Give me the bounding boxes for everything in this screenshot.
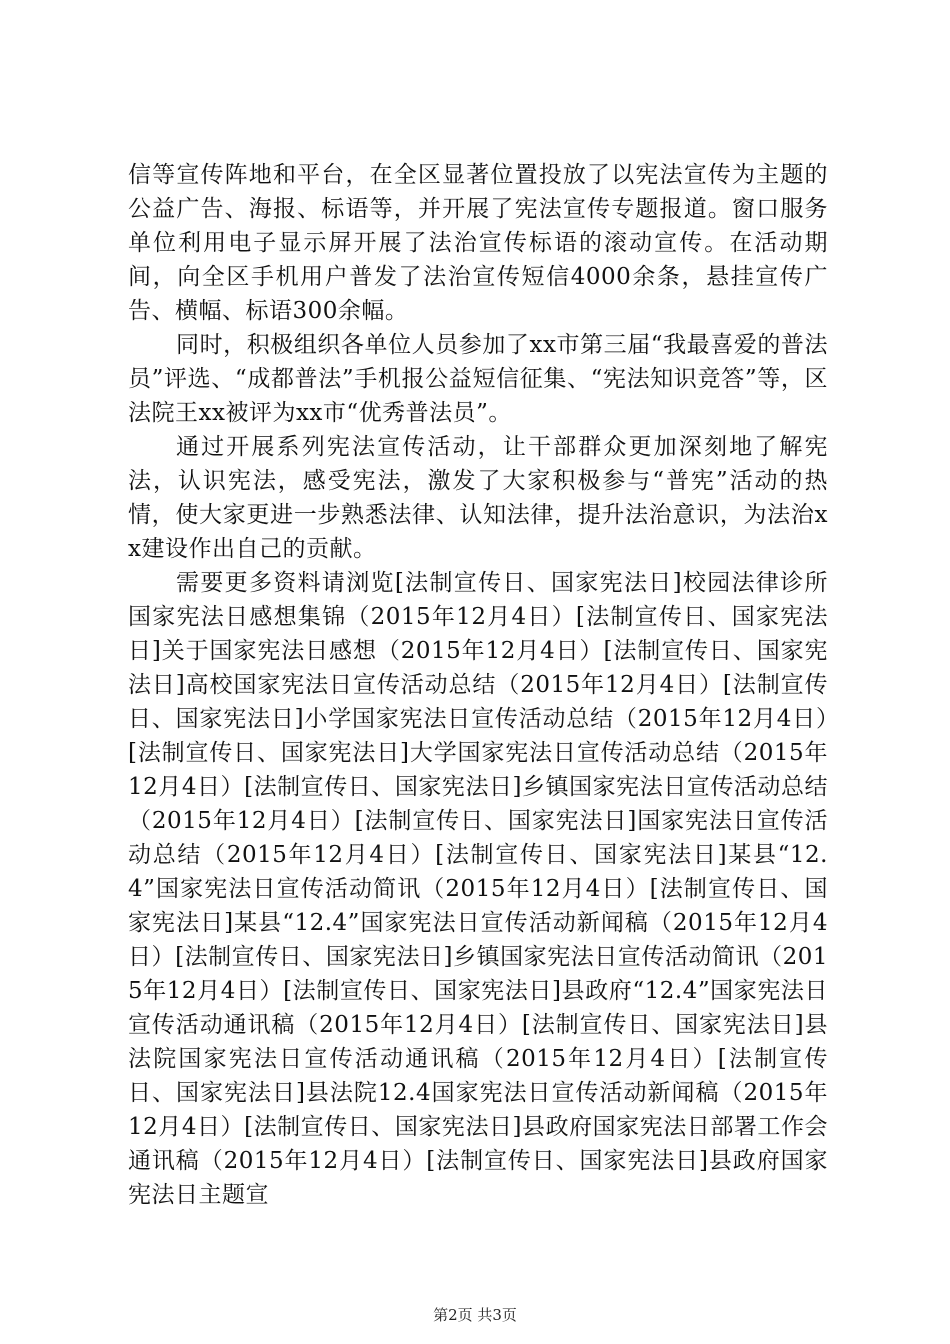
page-number-footer: 第2页 共3页: [433, 1306, 517, 1324]
paragraph-related-links: 需要更多资料请浏览[法制宣传日、国家宪法日]校园法律诊所国家宪法日感想集锦（2015年12月4日）[法制宣传日、国家宪法日]关于国家宪法日感想（2015年12月4日）[法制宣传日、国家宪法日]高校国家宪法日宣传活动总结（2015年12月4日）[法制宣传日、国家宪法日]小学国家宪法日宣传活动总结（2015年12月4日）[法制宣传日、国家宪法日]大学国家宪法日宣传活动总结（2015年12月4日）[法制宣传日、国家宪法日]乡镇国家宪法日宣传活动总结（2015年12月4日）[法制宣传日、国家宪法日]国家宪法日宣传活动总结（2015年12月4日）[法制宣传日、国家宪法日]某县“12.4”国家宪法日宣传活动简讯（2015年12月4日）[法制宣传日、国家宪法日]某县“12.4”国家宪法日宣传活动新闻稿（2015年12月4日）[法制宣传日、国家宪法日]乡镇国家宪法日宣传活动简讯（2015年12月4日）[法制宣传日、国家宪法日]县政府“12.4”国家宪法日宣传活动通讯稿（2015年12月4日）[法制宣传日、国家宪法日]县法院国家宪法日宣传活动通讯稿（2015年12月4日）[法制宣传日、国家宪法日]县法院12.4国家宪法日宣传活动新闻稿（2015年12月4日）[法制宣传日、国家宪法日]县政府国家宪法日部署工作会通讯稿（2015年12月4日）[法制宣传日、国家宪法日]县政府国家宪法日主题宣: [128, 570, 828, 1208]
document-body: [128, 158, 828, 1212]
paragraph-summary: 通过开展系列宪法宣传活动，让干部群众更加深刻地了解宪法，认识宪法，感受宪法，激发了大家积极参与“普宪”活动的热情，使大家更进一步熟悉法律、认知法律，提升法治意识，为法治xx建设作出自己的贡献。: [128, 434, 828, 562]
paragraph-continued: 信等宣传阵地和平台，在全区显著位置投放了以宪法宣传为主题的公益广告、海报、标语等，并开展了宪法宣传专题报道。窗口服务单位利用电子显示屏开展了法治宣传标语的滚动宣传。在活动期间，向全区手机用户普发了法治宣传短信4000余条，悬挂宣传广告、横幅、标语300余幅。: [128, 162, 828, 324]
paragraph-activities: 同时，积极组织各单位人员参加了xx市第三届“我最喜爱的普法员”评选、“成都普法”手机报公益短信征集、“宪法知识竞答”等，区法院王xx被评为xx市“优秀普法员”。: [128, 332, 828, 426]
